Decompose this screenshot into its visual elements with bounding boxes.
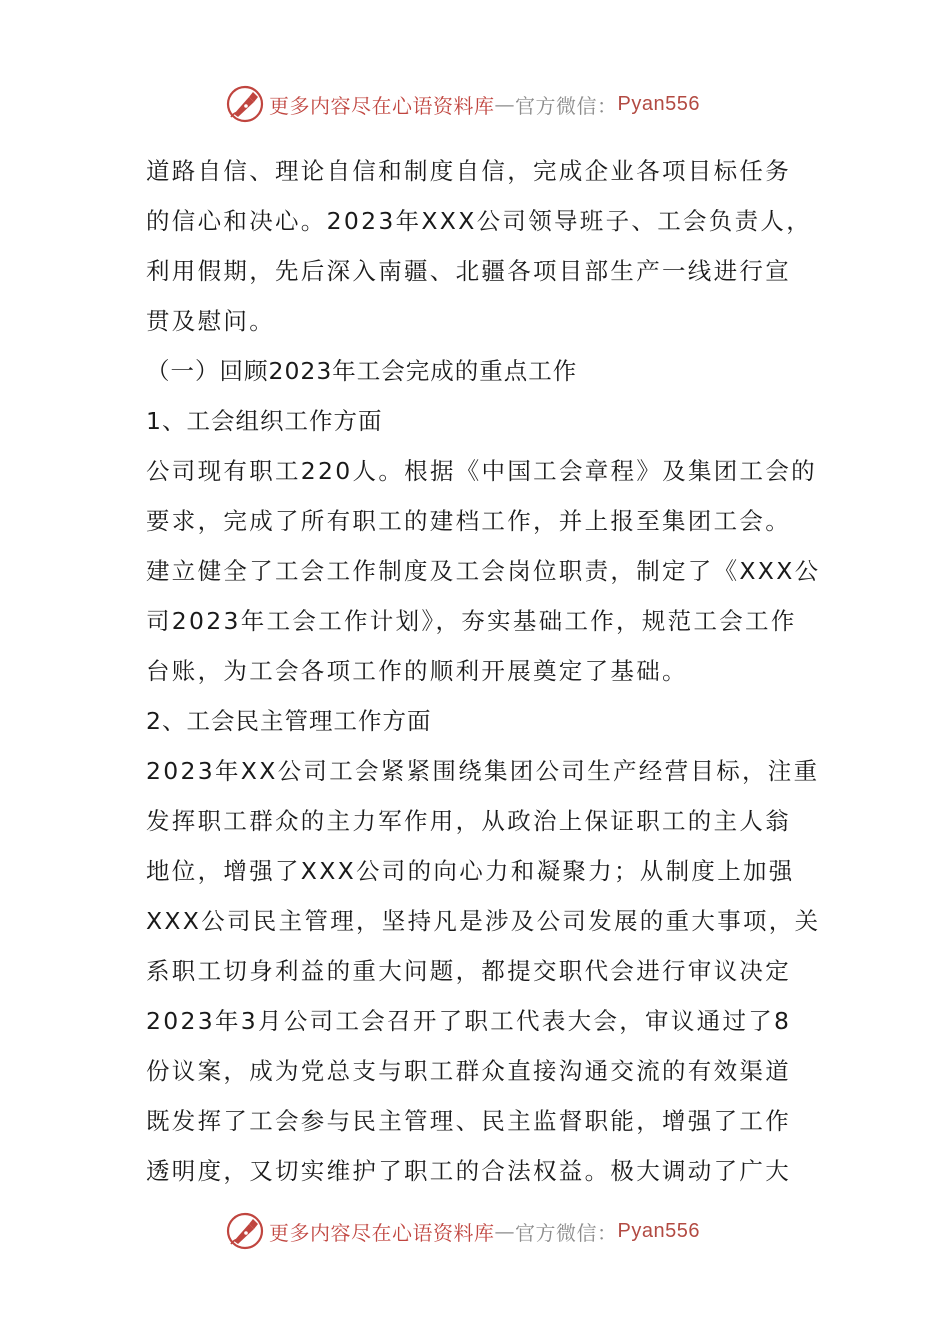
body-line: 系职工切身利益的重大问题，都提交职代会进行审议决定 bbox=[146, 957, 791, 985]
banner-separator: — bbox=[494, 1219, 515, 1243]
body-line: 司2023年工会工作计划》，夯实基础工作，规范工会工作 bbox=[146, 607, 797, 635]
body-line: 2023年XX公司工会紧紧围绕集团公司生产经营目标，注重 bbox=[146, 757, 820, 785]
body-line: 利用假期，先后深入南疆、北疆各项目部生产一线进行宣 bbox=[146, 257, 791, 285]
body-line: 道路自信、理论自信和制度自信，完成企业各项目标任务 bbox=[146, 157, 791, 185]
body-line: 份议案，成为党总支与职工群众直接沟通交流的有效渠道 bbox=[146, 1057, 791, 1085]
banner-wechat-id: Pyan556 bbox=[617, 1219, 700, 1242]
body-line: 公司现有职工220人。根据《中国工会章程》及集团工会的 bbox=[146, 457, 817, 485]
subsection-heading: 2、工会民主管理工作方面 bbox=[146, 707, 432, 735]
body-line: 台账，为工会各项工作的顺利开展奠定了基础。 bbox=[146, 657, 688, 685]
banner-wechat-id: Pyan556 bbox=[617, 92, 700, 115]
body-line: 贯及慰问。 bbox=[146, 307, 275, 335]
pen-nib-circle-icon bbox=[225, 1211, 265, 1251]
banner-wechat-label: 官方微信： bbox=[515, 1220, 618, 1245]
subsection-heading: 1、工会组织工作方面 bbox=[146, 407, 383, 435]
body-line: 既发挥了工会参与民主管理、民主监督职能，增强了工作 bbox=[146, 1107, 791, 1135]
body-line: 2023年3月公司工会召开了职工代表大会，审议通过了8 bbox=[146, 1007, 792, 1035]
banner-main-text: 更多内容尽在心语资料库 bbox=[269, 93, 495, 118]
body-line: XXX公司民主管理，坚持凡是涉及公司发展的重大事项，关 bbox=[146, 907, 821, 935]
body-line: 透明度，又切实维护了职工的合法权益。极大调动了广大 bbox=[146, 1157, 791, 1185]
pen-nib-circle-icon bbox=[225, 84, 265, 124]
body-line: 发挥职工群众的主力军作用，从政治上保证职工的主人翁 bbox=[146, 807, 791, 835]
section-heading: （一）回顾2023年工会完成的重点工作 bbox=[146, 357, 578, 385]
document-body bbox=[146, 146, 821, 1196]
body-line: 的信心和决心。2023年XXX公司领导班子、工会负责人， bbox=[146, 207, 813, 235]
body-line: 要求，完成了所有职工的建档工作，并上报至集团工会。 bbox=[146, 507, 791, 535]
banner-wechat-label: 官方微信： bbox=[515, 93, 618, 118]
footer-banner bbox=[225, 1211, 700, 1251]
header-banner bbox=[225, 84, 700, 124]
banner-separator: — bbox=[494, 92, 515, 116]
banner-main-text: 更多内容尽在心语资料库 bbox=[269, 1220, 495, 1245]
body-line: 建立健全了工会工作制度及工会岗位职责，制定了《XXX公 bbox=[146, 557, 821, 585]
body-line: 地位，增强了XXX公司的向心力和凝聚力；从制度上加强 bbox=[146, 857, 795, 885]
